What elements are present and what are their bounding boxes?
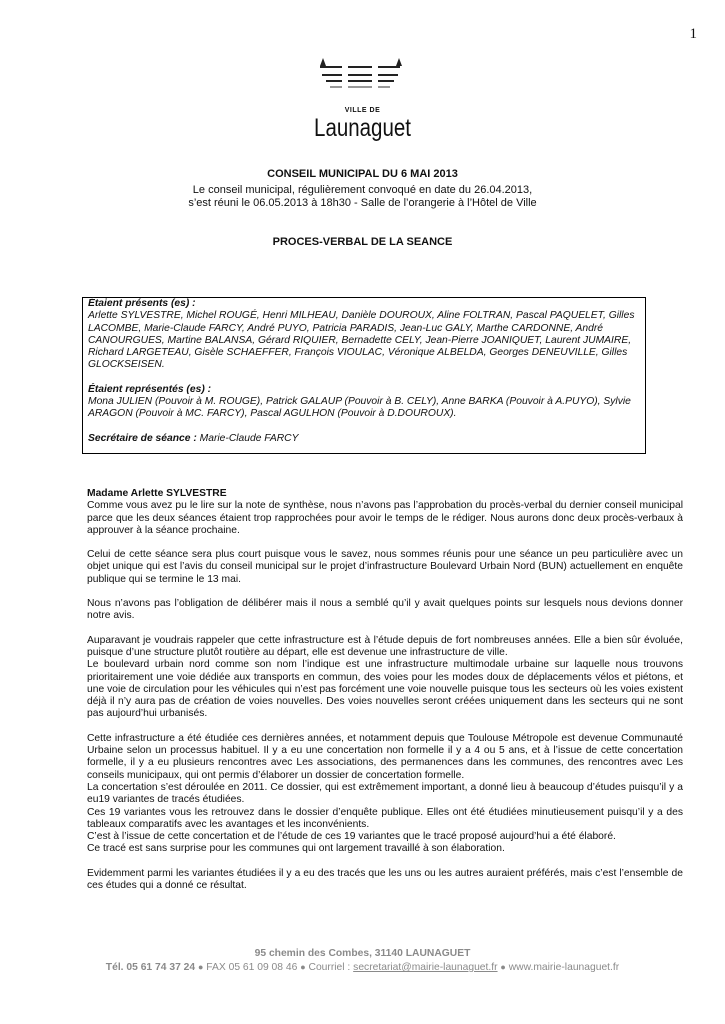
- minutes-body: [87, 488, 683, 904]
- footer-tel: Tél. 05 61 74 37 24: [105, 962, 196, 973]
- speaker-name: Madame Arlette SYLVESTRE: [87, 488, 227, 499]
- convocation-line: Le conseil municipal, régulièrement convoqué en date du 26.04.2013,: [192, 184, 533, 196]
- paragraph: Ce tracé est sans surprise pour les communes qui ont largement travaillé à son élaboration.: [87, 843, 505, 855]
- footer-email-link[interactable]: secretariat@mairie-launaguet.fr: [353, 962, 498, 973]
- paragraph: Auparavant je voudrais rappeler que cette infrastructure est à l’étude depuis de fort nombreuses années. Elle a bien sûr évoluée, puisque d’une structure plutôt routière au départ, elle est devenue une infrastructure de ville.: [87, 634, 683, 658]
- secretary-label: Secrétaire de séance :: [88, 432, 197, 444]
- bullet-icon: ●: [300, 962, 306, 972]
- logo-ville-de: VILLE DE: [344, 107, 381, 114]
- present-label: Étaient présents (es) :: [88, 298, 196, 309]
- launaguet-logo: [318, 58, 404, 90]
- secretary-name: Marie-Claude FARCY: [199, 432, 299, 444]
- footer-courriel-label: Courriel :: [308, 962, 351, 973]
- paragraph: Comme vous avez pu le lire sur la note de synthèse, nous n’avons pas l’approbation du procès-verbal du dernier conseil municipal parce que les deux séances étaient trop rapprochées pour avoir le temps de le rédiger. Nous aurons donc deux procès-verbaux à approuver à la séance prochaine.: [87, 500, 683, 536]
- represented-names: Mona JULIEN (Pouvoir à M. ROUGE), Patrick GALAUP (Pouvoir à B. CELY), Anne BARKA (Pouvoir à A.PUYO), Sylvie ARAGON (Pouvoir à MC. FARCY), Pascal AGULHON (Pouvoir à D.DOUROUX).: [88, 396, 631, 420]
- paragraph: La concertation s’est déroulée en 2011. Ce dossier, qui est extrêmement important, a donné lieu à beaucoup d’études puisqu’il y a eu19 variantes de tracés étudiées.: [87, 781, 683, 806]
- paragraph: Le boulevard urbain nord comme son nom l’indique est une infrastructure multimodale urbaine sur laquelle nous trouvons prioritairement une voie dédiée aux transports en commun, des voies pour les modes doux de déplacements vélos et piétons, et une voie de circulation pour les véhicules qui n’est pas forcément une voie nouvelle puisque tous les secteurs où les voies existent déjà il n’y aura pas de création de voies nouvelles. Des voies nouvelles seront créées uniquement dans les secteurs qui ne sont pas aujourd’hui urbanisés.: [87, 659, 683, 720]
- meeting-line: s’est réuni le 06.05.2013 à 18h30 - Salle de l’orangerie à l’Hôtel de Ville: [188, 197, 537, 209]
- paragraph: C’est à l’issue de cette concertation et de l’étude de ces 19 variantes que le tracé proposé aujourd’hui a été élaboré.: [87, 831, 616, 843]
- footer-website-link[interactable]: www.mairie-launaguet.fr: [508, 962, 620, 973]
- document-title: CONSEIL MUNICIPAL DU 6 MAI 2013: [267, 168, 458, 180]
- document-subtitle: PROCES-VERBAL DE LA SEANCE: [272, 236, 453, 248]
- paragraph: Evidemment parmi les variantes étudiées il y a eu des tracés que les uns ou les autres auraient préférés, mais c’est l’ensemble de ces études qui a donné ce résultat.: [87, 867, 683, 892]
- paragraph: Nous n’avons pas l’obligation de délibérer mais il nous a semblé qu’il y avait quelques points sur lesquels nous devions donner notre avis.: [87, 598, 683, 622]
- represented-label: Étaient représentés (es) :: [88, 383, 212, 395]
- paragraph: Cette infrastructure a été étudiée ces dernières années, et notamment depuis que Toulouse Métropole est devenue Communauté Urbaine selon un processus habituel. Il y a eu une concertation non formelle il y a 4 ou 5 ans, et à l’issue de cette concertation formelle, il y a eu plusieurs rencontres avec Les associations, des permanences dans les communes, des rencontres avec Les conseils municipaux, qui ont permis d’élaborer un dossier de concertation formelle.: [87, 732, 683, 781]
- paragraph: Celui de cette séance sera plus court puisque vous le savez, nous sommes réunis pour une séance un peu particulière avec un objet unique qui est l’avis du conseil municipal sur le projet d’infrastructure Boulevard Urbain Nord (BUN) actuellement en enquête publique qui se termine le 13 mai.: [87, 549, 683, 585]
- present-names: Arlette SYLVESTRE, Michel ROUGÉ, Henri MILHEAU, Danièle DOUROUX, Aline FOLTRAN, Pascal PAQUELET, Gilles LACOMBE, Marie-Claude FARCY, André PUYO, Patricia PARADIS, Jean-Luc GALY, Marthe CARDONNE, André CANOURGUES, Martine BALANSA, Gérard RIQUIER, Bernadette CELY, Jean-Pierre JOANIQUET, Laurent JUMAIRE, Richard LARGETEAU, Gisèle SCHAEFFER, François VIOULAC, Véronique ALBELDA, Georges DENEUVILLE, Gilles GLOCKSEISEN.: [88, 310, 635, 371]
- bullet-icon: ●: [197, 962, 204, 972]
- footer-contacts: [0, 962, 725, 973]
- footer-fax: FAX 05 61 09 08 46: [206, 962, 298, 973]
- attendance-box: [82, 297, 646, 454]
- footer-address: 95 chemin des Combes, 31140 LAUNAGUET: [254, 948, 471, 959]
- bullet-icon: ●: [500, 962, 506, 972]
- page-number: 1: [689, 26, 697, 42]
- logo-city-name: Launaguet: [314, 114, 411, 142]
- paragraph: Ces 19 variantes vous les retrouvez dans le dossier d’enquête publique. Elles ont été étudiées minutieusement puisqu’il y a des tableaux comparatifs avec les avantages et les inconvénients.: [87, 806, 683, 830]
